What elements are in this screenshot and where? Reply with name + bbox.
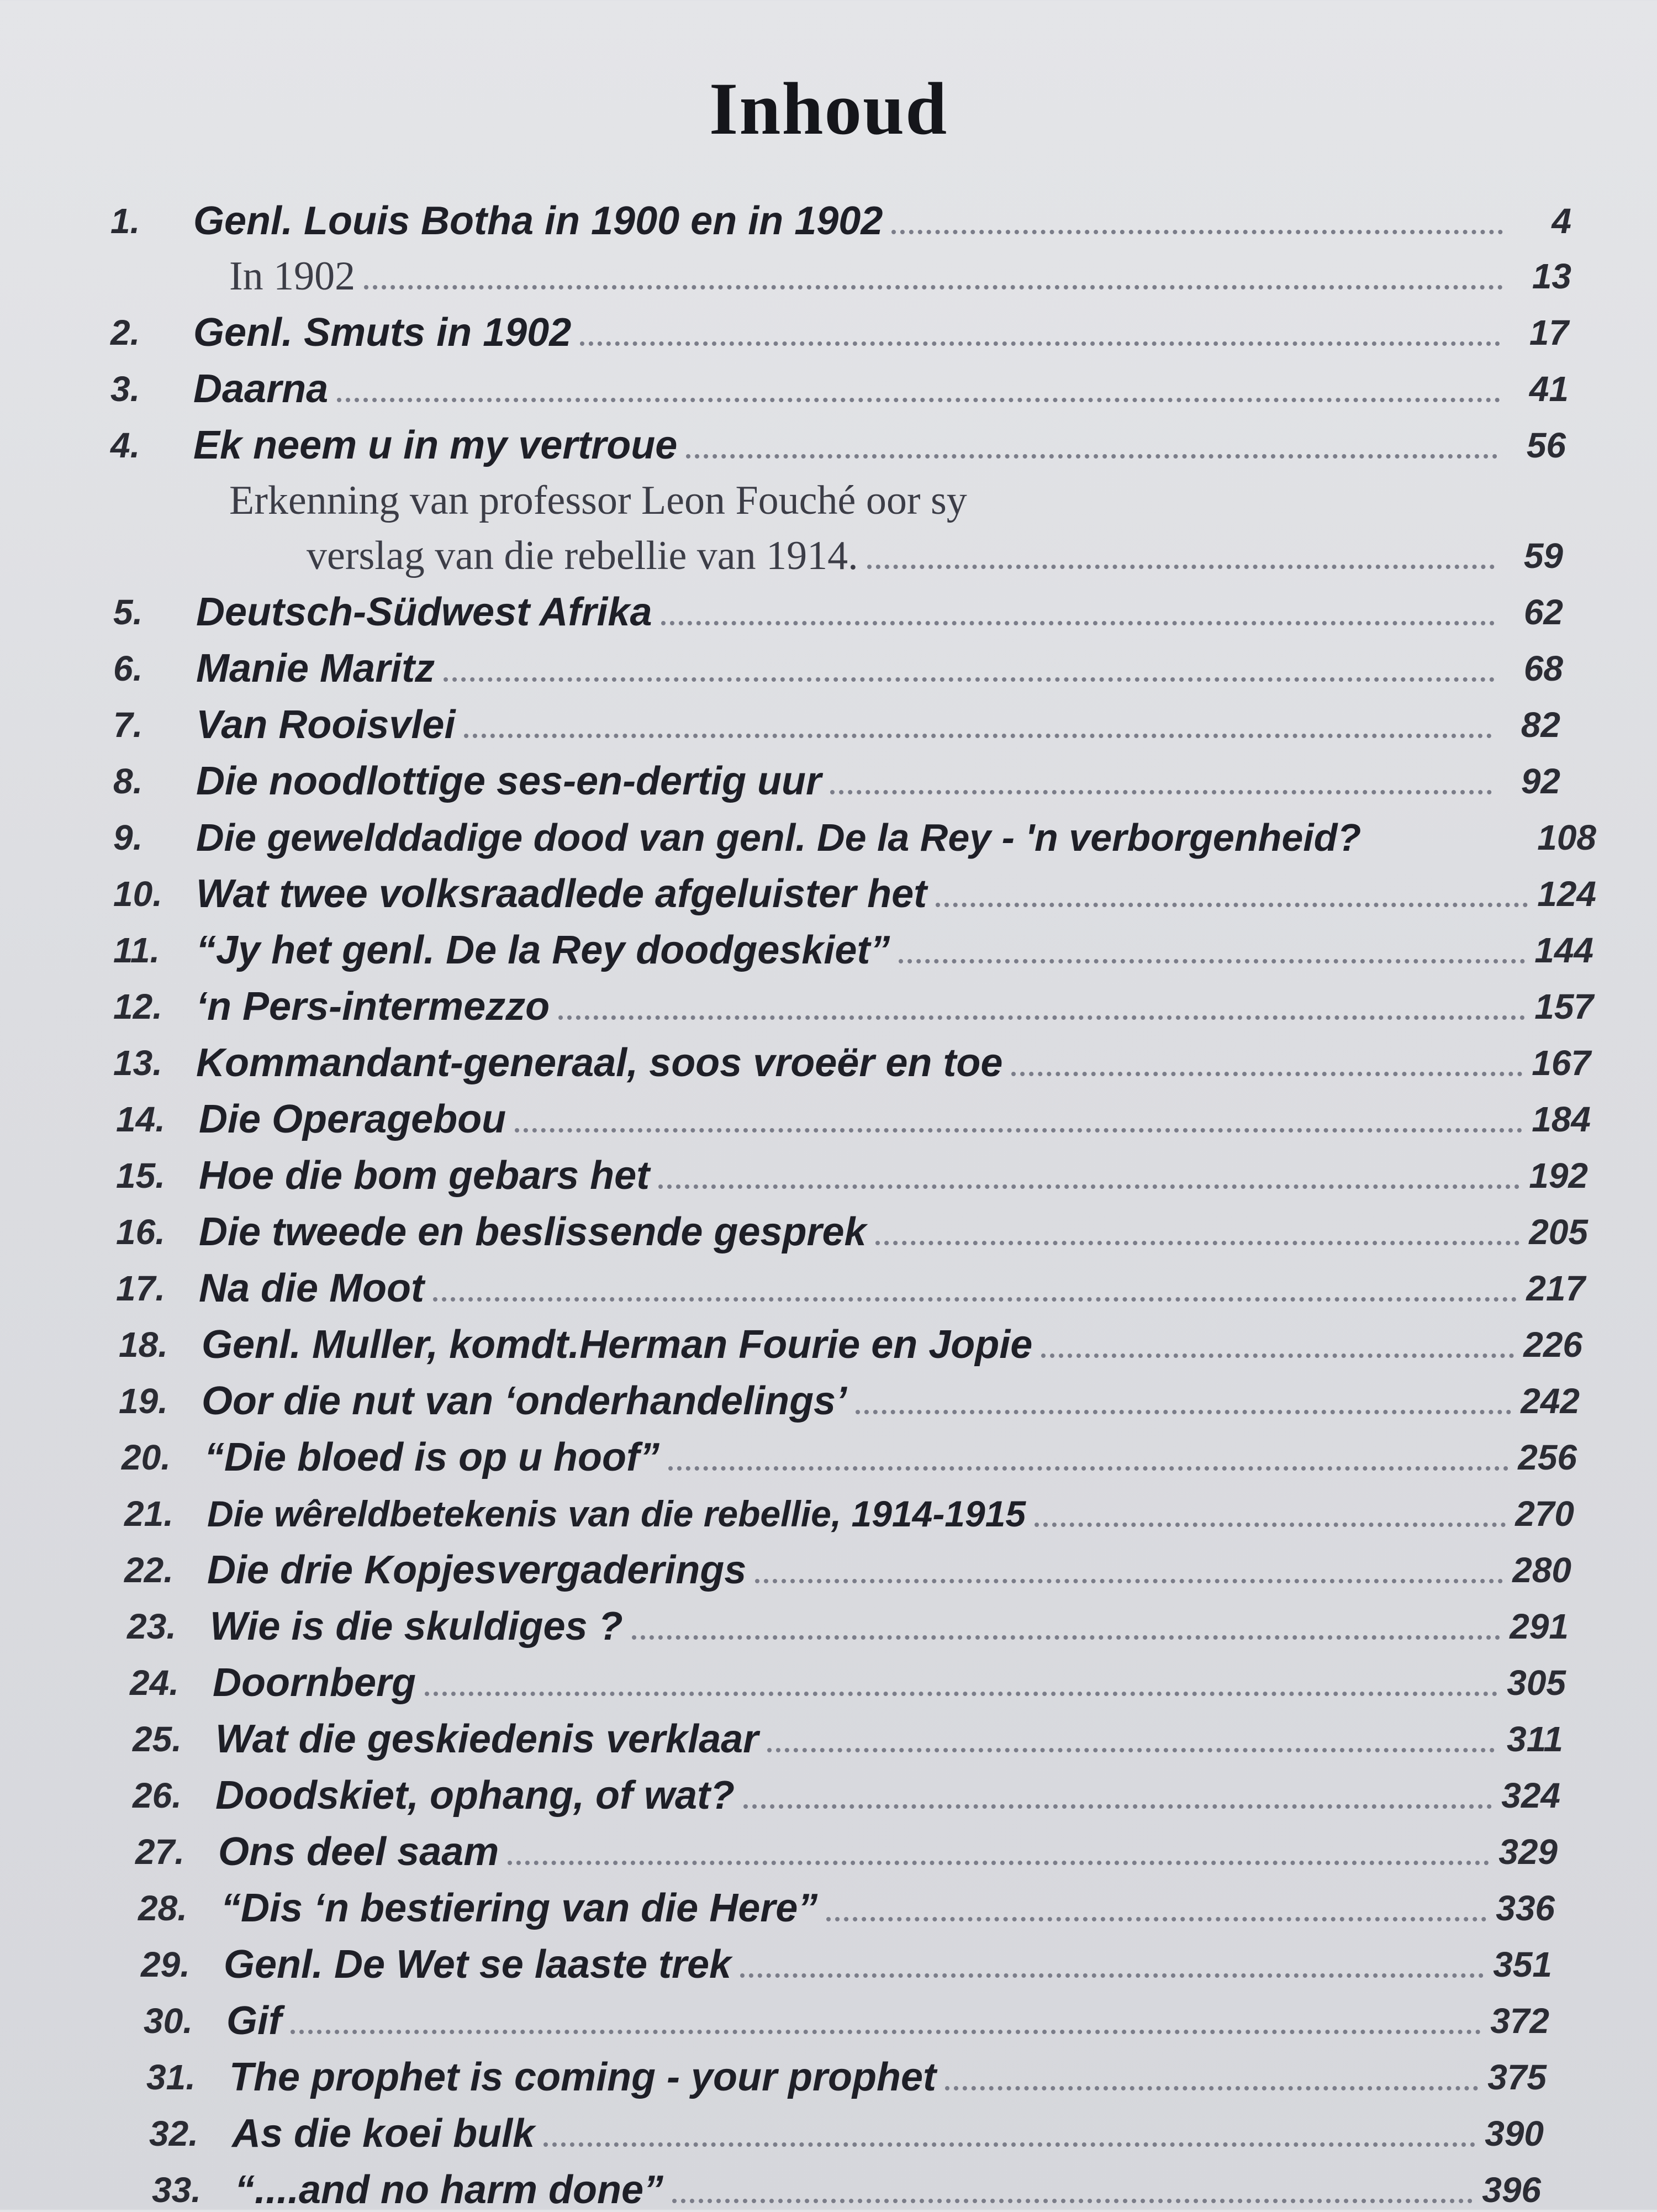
toc-entry-number: 33. (152, 2170, 201, 2210)
toc-entry (0, 1930, 1657, 1987)
toc-entry (0, 691, 1657, 747)
toc-entry-page: 217 (1526, 1268, 1585, 1308)
toc-entry-title: Na die Moot (199, 1266, 424, 1310)
dot-leader (658, 1179, 1519, 1189)
toc-entry-number: 16. (116, 1212, 165, 1252)
toc-entry-number: 5. (113, 592, 143, 632)
dot-leader (1366, 850, 1530, 860)
toc-entry (0, 1479, 1657, 1536)
toc-entry (0, 578, 1657, 634)
toc-entry-page: 124 (1537, 874, 1596, 914)
toc-entry-page: 324 (1501, 1776, 1560, 1815)
toc-entry-page: 167 (1532, 1043, 1591, 1083)
toc-entry-title: Kommandant-generaal, soos vroeër en toe (196, 1041, 1003, 1085)
toc-entry-page: 184 (1532, 1099, 1591, 1139)
toc-entry-number: 17. (116, 1268, 165, 1308)
toc-entry-page: 62 (1523, 592, 1563, 632)
toc-entry-title: Die gewelddadige dood van genl. De la Rey - 'n verborgenheid? (196, 816, 1362, 859)
toc-entry-page: 68 (1523, 649, 1563, 688)
dot-leader (464, 728, 1492, 738)
toc-entry-page: 305 (1507, 1663, 1566, 1703)
dot-leader (891, 224, 1503, 234)
toc-entry (0, 1367, 1657, 1423)
toc-entry (0, 1705, 1657, 1761)
toc-entry-number: 22. (124, 1550, 173, 1590)
toc-entry-page: 372 (1490, 2001, 1549, 2041)
dot-leader (875, 1235, 1519, 1245)
toc-entry-page: 242 (1521, 1381, 1580, 1421)
toc-entry (0, 1423, 1657, 1479)
dot-leader (508, 1855, 1489, 1865)
toc-entry-page: 108 (1537, 818, 1596, 857)
toc-entry (0, 1592, 1657, 1649)
toc-entry (0, 972, 1657, 1029)
dot-leader (767, 1742, 1495, 1752)
toc-entry-page: 56 (1526, 425, 1566, 465)
toc-subentry (0, 523, 1657, 578)
toc-entry-number: 27. (135, 1832, 184, 1872)
toc-entry-title: Oor die nut van ‘onderhandelings’ (202, 1379, 847, 1423)
toc-entry-number: 14. (116, 1099, 165, 1139)
toc-entry-number: 18. (119, 1325, 168, 1365)
toc-entry (0, 916, 1657, 972)
dot-leader (543, 2137, 1475, 2147)
toc-entry (0, 1818, 1657, 1874)
toc-entry-page: 291 (1510, 1607, 1569, 1646)
toc-entry-number: 7. (113, 705, 143, 745)
toc-entry-title: Wie is die skuldiges ? (210, 1604, 623, 1649)
dot-leader (337, 392, 1500, 402)
toc-entry-page: 336 (1496, 1888, 1555, 1928)
toc-entry-title: Van Rooisvlei (196, 703, 456, 747)
toc-entry-number: 11. (113, 930, 160, 970)
toc-entry-page: 390 (1485, 2114, 1544, 2153)
toc-entry-page: 351 (1493, 1945, 1552, 1984)
dot-leader (826, 1911, 1486, 1921)
toc-entry-title: Ek neem u in my vertroue (193, 423, 678, 467)
toc-entry (0, 2099, 1657, 2156)
dot-leader (867, 559, 1495, 569)
dot-leader (1035, 1517, 1506, 1527)
toc-entry-number: 15. (116, 1156, 165, 1195)
toc-entry-title: Doornberg (213, 1661, 416, 1705)
toc-entry-page: 270 (1515, 1494, 1574, 1534)
dot-leader (425, 1686, 1497, 1696)
toc-entry-number: 2. (110, 313, 140, 352)
toc-entry-page: 157 (1534, 987, 1593, 1026)
toc-entry-title: Die tweede en beslissende gesprek (199, 1210, 867, 1254)
toc-entry (0, 2043, 1657, 2099)
toc-entry (0, 1141, 1657, 1198)
toc-entry (0, 180, 1657, 243)
toc-entry (0, 1874, 1657, 1930)
toc-entry (0, 1254, 1657, 1310)
dot-leader (936, 897, 1528, 907)
toc-entry-title: “Die bloed is op u hoof” (204, 1435, 659, 1479)
toc-entry-title: Deutsch-Südwest Afrika (196, 590, 652, 634)
toc-entry-title: Wat twee volksraadlede afgeluister het (196, 872, 927, 916)
dot-leader (856, 1404, 1511, 1414)
toc-entry-page: 280 (1512, 1550, 1571, 1590)
toc-entry-number: 13. (113, 1043, 162, 1083)
toc-entry-number: 21. (124, 1494, 173, 1534)
toc-entry-page: 311 (1506, 1719, 1563, 1759)
dot-leader (755, 1573, 1503, 1583)
dot-leader (899, 954, 1525, 963)
table-of-contents (0, 180, 1657, 2212)
dot-leader (433, 1292, 1517, 1302)
toc-entry-number: 30. (144, 2001, 193, 2041)
dot-leader (1041, 1348, 1514, 1358)
toc-entry (0, 860, 1657, 916)
toc-entry-page: 4 (1552, 201, 1571, 241)
toc-entry-title: Genl. De Wet se laaste trek (224, 1942, 732, 1987)
toc-entry-number: 19. (119, 1381, 168, 1421)
dot-leader (672, 2193, 1473, 2203)
toc-entry (0, 298, 1657, 355)
toc-entry (0, 2156, 1657, 2212)
toc-entry (0, 411, 1657, 467)
toc-entry-number: 24. (130, 1663, 179, 1703)
toc-entry (0, 1085, 1657, 1141)
toc-entry-page: 92 (1521, 761, 1560, 801)
toc-entry-title: Die drie Kopjesvergaderings (207, 1548, 747, 1592)
toc-subentry (0, 467, 1657, 523)
toc-entry-number: 31. (146, 2057, 196, 2097)
toc-entry-number: 8. (113, 761, 143, 801)
dot-leader (686, 449, 1497, 459)
dot-leader (743, 1799, 1492, 1809)
dot-leader (1011, 1066, 1522, 1076)
toc-entry-page: 256 (1518, 1437, 1577, 1477)
page-title: Inhoud (709, 68, 948, 150)
toc-entry-number: 1. (110, 201, 140, 241)
toc-entry-title: Genl. Smuts in 1902 (193, 310, 572, 355)
dot-leader (668, 1461, 1508, 1471)
toc-entry-title: Genl. Louis Botha in 1900 en in 1902 (193, 199, 883, 243)
toc-entry-page: 192 (1529, 1156, 1588, 1195)
dot-leader (580, 336, 1500, 346)
toc-entry-title: Die Operagebou (199, 1097, 506, 1141)
toc-entry-title: “Jy het genl. De la Rey doodgeskiet” (196, 928, 890, 972)
toc-entry-title: Daarna (193, 367, 329, 411)
dot-leader (444, 672, 1495, 682)
toc-entry-number: 23. (127, 1607, 176, 1646)
toc-entry-title: Ons deel saam (218, 1830, 499, 1874)
toc-entry-title: Gif (226, 1999, 282, 2043)
toc-entry-page: 82 (1521, 705, 1560, 745)
toc-entry-page: 59 (1523, 536, 1563, 576)
dot-leader (632, 1630, 1500, 1640)
toc-entry-title: “Dis ‘n bestiering van die Here” (221, 1886, 818, 1930)
toc-entry-title: ‘n Pers-intermezzo (196, 984, 550, 1029)
toc-entry-title: Die wêreldbetekenis van die rebellie, 1914-1915 (207, 1493, 1026, 1534)
toc-entry-number: 29. (141, 1945, 190, 1984)
toc-entry (0, 1310, 1657, 1367)
toc-entry (0, 1536, 1657, 1592)
toc-entry (0, 1029, 1657, 1085)
toc-entry (0, 1761, 1657, 1818)
toc-entry-number: 20. (122, 1437, 171, 1477)
dot-leader (364, 280, 1503, 289)
toc-entry-page: 41 (1529, 369, 1569, 409)
toc-entry-page: 17 (1529, 313, 1569, 352)
toc-entry-number: 4. (110, 425, 140, 465)
toc-entry-page: 329 (1498, 1832, 1558, 1872)
toc-entry-title: “....and no harm done” (235, 2168, 664, 2212)
toc-entry-number: 28. (138, 1888, 187, 1928)
dot-leader (740, 1968, 1484, 1978)
toc-entry-number: 25. (133, 1719, 182, 1759)
toc-entry-page: 144 (1534, 930, 1593, 970)
toc-entry (0, 1987, 1657, 2043)
toc-entry-number: 6. (113, 649, 143, 688)
dot-leader (945, 2081, 1478, 2090)
toc-entry-title: Hoe die bom gebars het (199, 1154, 650, 1198)
dot-leader (515, 1123, 1522, 1133)
toc-entry-number: 10. (113, 874, 162, 914)
dot-leader (830, 784, 1492, 794)
toc-entry-title: Wat die geskiedenis verklaar (215, 1717, 759, 1761)
toc-entry (0, 634, 1657, 691)
toc-entry-title: In 1902 (229, 254, 356, 299)
toc-entry-page: 396 (1482, 2170, 1541, 2210)
toc-entry-number: 9. (113, 818, 143, 857)
dot-leader (291, 2024, 1481, 2034)
toc-entry-title: Doodskiet, ophang, of wat? (215, 1773, 735, 1818)
toc-entry (0, 355, 1657, 411)
toc-entry-number: 26. (133, 1776, 182, 1815)
toc-entry-number: 12. (113, 987, 162, 1026)
toc-entry-title: The prophet is coming - your prophet (229, 2055, 937, 2099)
toc-entry-page: 226 (1523, 1325, 1582, 1365)
toc-subentry (0, 243, 1657, 298)
toc-entry (0, 803, 1657, 860)
toc-entry-title: Die noodlottige ses-en-dertig uur (196, 759, 822, 803)
toc-entry-number: 3. (110, 369, 140, 409)
toc-entry-title: As die koei bulk (232, 2111, 535, 2156)
dot-leader (661, 615, 1495, 625)
toc-entry (0, 747, 1657, 803)
toc-entry-title: Genl. Muller, komdt.Herman Fourie en Jopie (202, 1323, 1033, 1367)
toc-entry-number: 32. (149, 2114, 198, 2153)
dot-leader (558, 1010, 1525, 1020)
toc-entry-title: Erkenning van professor Leon Fouché oor sy (229, 478, 967, 523)
toc-entry (0, 1198, 1657, 1254)
toc-entry-page: 205 (1529, 1212, 1588, 1252)
toc-entry-page: 13 (1532, 256, 1571, 296)
toc-entry-title: verslag van die rebellie van 1914. (307, 533, 858, 578)
toc-entry-page: 375 (1487, 2057, 1547, 2097)
toc-entry-title: Manie Maritz (196, 646, 435, 691)
toc-entry (0, 1649, 1657, 1705)
